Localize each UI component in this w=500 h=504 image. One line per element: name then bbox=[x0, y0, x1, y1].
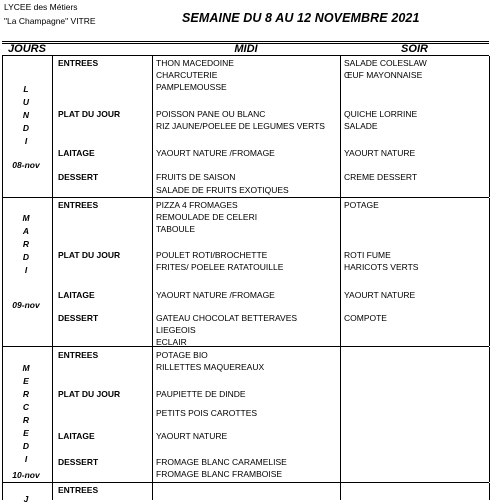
day-letter: I bbox=[24, 454, 28, 464]
soir-dish: ROTI FUME bbox=[344, 250, 391, 260]
day-letter: D bbox=[22, 252, 30, 262]
day-letter: I bbox=[24, 136, 28, 146]
day-separator bbox=[2, 197, 489, 198]
course-label: DESSERT bbox=[58, 457, 99, 467]
header-jours: JOURS bbox=[8, 43, 46, 55]
midi-dish: TABOULE bbox=[156, 224, 196, 234]
col-border-jours bbox=[52, 198, 53, 346]
soir-dish: POTAGE bbox=[344, 200, 379, 210]
col-border-right bbox=[489, 198, 490, 346]
course-label: ENTREES bbox=[58, 350, 99, 360]
col-border-soir bbox=[340, 56, 341, 197]
midi-dish: ECLAIR bbox=[156, 337, 187, 347]
day-letter: I bbox=[24, 265, 28, 275]
soir-dish: HARICOTS VERTS bbox=[344, 262, 419, 272]
day-date: 09-nov bbox=[12, 300, 40, 310]
midi-dish: YAOURT NATURE bbox=[156, 431, 228, 441]
day-letter: M bbox=[22, 363, 30, 373]
midi-dish: PIZZA 4 FROMAGES bbox=[156, 200, 238, 210]
midi-dish: PAUPIETTE DE DINDE bbox=[156, 389, 246, 399]
midi-dish: YAOURT NATURE /FROMAGE bbox=[156, 290, 275, 300]
midi-dish: FRUITS DE SAISON bbox=[156, 172, 236, 182]
course-label: DESSERT bbox=[58, 172, 99, 182]
course-label: ENTREES bbox=[58, 200, 99, 210]
soir-dish: SALADE COLESLAW bbox=[344, 58, 427, 68]
header-bottom-border bbox=[2, 55, 489, 56]
course-label: PLAT DU JOUR bbox=[58, 109, 121, 119]
table-top-border bbox=[2, 41, 489, 42]
midi-dish: SALADE DE FRUITS EXOTIQUES bbox=[156, 185, 289, 195]
course-label: PLAT DU JOUR bbox=[58, 250, 121, 260]
midi-dish: FROMAGE BLANC CARAMELISE bbox=[156, 457, 287, 467]
midi-dish: FROMAGE BLANC FRAMBOISE bbox=[156, 469, 283, 479]
col-border-jours bbox=[52, 483, 53, 500]
course-label: LAITAGE bbox=[58, 290, 95, 300]
soir-dish: YAOURT NATURE bbox=[344, 148, 416, 158]
day-separator bbox=[2, 346, 489, 347]
soir-dish: ŒUF MAYONNAISE bbox=[344, 70, 423, 80]
col-border-midi bbox=[152, 483, 153, 500]
col-border-right bbox=[489, 347, 490, 482]
col-border-soir bbox=[340, 483, 341, 500]
midi-dish: POTAGE BIO bbox=[156, 350, 208, 360]
midi-dish: LIEGEOIS bbox=[156, 325, 196, 335]
col-border-midi bbox=[152, 347, 153, 482]
col-border-soir bbox=[340, 347, 341, 482]
page-title: SEMAINE DU 8 AU 12 NOVEMBRE 2021 bbox=[182, 11, 420, 25]
midi-dish: CHARCUTERIE bbox=[156, 70, 218, 80]
school-name: LYCEE des Métiers bbox=[4, 2, 78, 12]
midi-dish: RILLETTES MAQUEREAUX bbox=[156, 362, 265, 372]
course-label: DESSERT bbox=[58, 313, 99, 323]
col-border-midi bbox=[152, 198, 153, 346]
day-letter: C bbox=[22, 402, 30, 412]
header-midi: MIDI bbox=[234, 43, 258, 55]
course-label: ENTREES bbox=[58, 485, 99, 495]
day-letter: M bbox=[22, 213, 30, 223]
midi-dish: RIZ JAUNE/POELEE DE LEGUMES VERTS bbox=[156, 121, 325, 131]
midi-dish: THON MACEDOINE bbox=[156, 58, 234, 68]
day-letter: R bbox=[22, 415, 30, 425]
day-letter: J bbox=[23, 494, 29, 504]
col-border-jours bbox=[52, 347, 53, 482]
course-label: ENTREES bbox=[58, 58, 99, 68]
midi-dish: REMOULADE DE CELERI bbox=[156, 212, 258, 222]
day-letter: R bbox=[22, 389, 30, 399]
day-letter: N bbox=[22, 110, 30, 120]
course-label: LAITAGE bbox=[58, 148, 95, 158]
midi-dish: GATEAU CHOCOLAT BETTERAVES bbox=[156, 313, 298, 323]
day-letter: A bbox=[22, 226, 30, 236]
day-letter: D bbox=[22, 441, 30, 451]
midi-dish: PAMPLEMOUSSE bbox=[156, 82, 227, 92]
day-letter: R bbox=[22, 239, 30, 249]
header-soir: SOIR bbox=[401, 43, 428, 55]
soir-dish: COMPOTE bbox=[344, 313, 387, 323]
day-letter: U bbox=[22, 97, 30, 107]
day-separator bbox=[2, 482, 489, 483]
soir-dish: YAOURT NATURE bbox=[344, 290, 416, 300]
midi-dish: YAOURT NATURE /FROMAGE bbox=[156, 148, 275, 158]
midi-dish: PETITS POIS CAROTTES bbox=[156, 408, 258, 418]
soir-dish: QUICHE LORRINE bbox=[344, 109, 418, 119]
school-location: "La Champagne" VITRE bbox=[4, 16, 96, 26]
col-border-right bbox=[489, 483, 490, 500]
day-letter: E bbox=[23, 428, 29, 438]
col-border-right bbox=[489, 56, 490, 197]
col-border-soir bbox=[340, 198, 341, 346]
day-letter: L bbox=[23, 84, 29, 94]
col-border-jours bbox=[52, 56, 53, 197]
soir-dish: CREME DESSERT bbox=[344, 172, 418, 182]
course-label: LAITAGE bbox=[58, 431, 95, 441]
day-date: 08-nov bbox=[12, 160, 40, 170]
day-letter: E bbox=[23, 376, 29, 386]
soir-dish: SALADE bbox=[344, 121, 378, 131]
col-border-midi bbox=[152, 56, 153, 197]
midi-dish: POULET ROTI/BROCHETTE bbox=[156, 250, 268, 260]
day-date: 10-nov bbox=[12, 470, 40, 480]
day-letter: D bbox=[22, 123, 30, 133]
course-label: PLAT DU JOUR bbox=[58, 389, 121, 399]
midi-dish: FRITES/ POELEE RATATOUILLE bbox=[156, 262, 284, 272]
midi-dish: POISSON PANE OU BLANC bbox=[156, 109, 266, 119]
